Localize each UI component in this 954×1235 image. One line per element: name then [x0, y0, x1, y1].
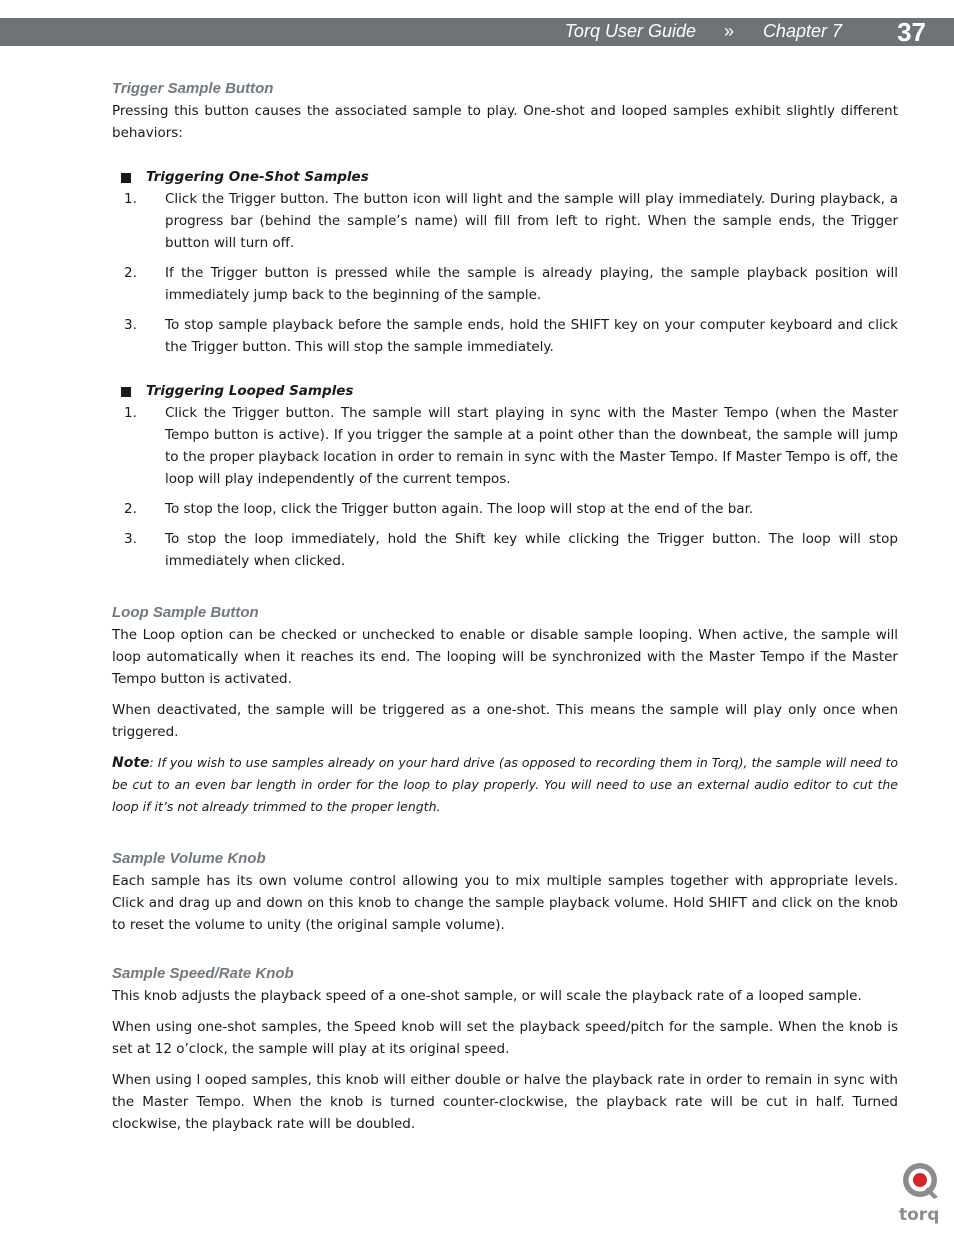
section-title: Sample Speed/Rate Knob: [112, 965, 294, 982]
list-item: [124, 528, 898, 572]
paragraph: When using l ooped samples, this knob will either double or halve the playback rate in order to remain in sync with the Master Tempo. When the knob is turned counter-clockwise, the playback rate will be cut in half. Turned clockwise, the playback rate will be doubled.: [112, 1072, 898, 1132]
subsection-looped: [124, 380, 898, 572]
list-item: [124, 262, 898, 306]
numbered-list: [124, 188, 898, 358]
section-trigger: [112, 78, 898, 572]
item-number: 2.: [124, 501, 137, 517]
note-text: : If you wish to use samples already on your hard drive (as opposed to recording them in Torq), the sample will need to be cut to an even bar length in order for the loop to play properly. You will need to use an external audio editor to cut the loop if it’s not already trimmed to the proper length.: [112, 755, 898, 814]
page-header: [0, 18, 954, 46]
list-item: [124, 498, 898, 520]
item-text: To stop the loop immediately, hold the Shift key while clicking the Trigger button. The loop will stop immediately when clicked.: [165, 531, 898, 569]
item-number: 1.: [124, 405, 137, 421]
list-item: [124, 402, 898, 490]
subsection-title-text: Triggering One-Shot Samples: [146, 169, 369, 185]
guide-title: Torq User Guide: [564, 21, 696, 41]
chapter-label: Chapter 7: [762, 21, 842, 41]
item-text: If the Trigger button is pressed while the sample is already playing, the sample playback position will immediately jump back to the beginning of the sample.: [165, 265, 898, 303]
item-text: To stop the loop, click the Trigger button again. The loop will stop at the end of the bar.: [165, 501, 754, 517]
paragraph: Each sample has its own volume control allowing you to mix multiple samples together with appropriate levels. Click and drag up and down on this knob to change the sample playback volume. Hold SHIFT and click on the knob to reset the volume to unity (the original sample volume).: [112, 873, 898, 933]
paragraph: When using one-shot samples, the Speed knob will set the playback speed/pitch for the sample. When the knob is set at 12 o’clock, the sample will play at its original speed.: [112, 1019, 898, 1057]
section-title: Loop Sample Button: [112, 604, 259, 621]
logo-wordmark: torq: [899, 1205, 940, 1224]
section-speed: [112, 963, 898, 1135]
item-number: 1.: [124, 191, 137, 207]
square-bullet-icon: [121, 387, 131, 397]
torq-logo-icon: [898, 1160, 946, 1224]
subsection-title: [146, 166, 898, 188]
paragraph: This knob adjusts the playback speed of a one-shot sample, or will scale the playback rate of a looped sample.: [112, 988, 862, 1004]
item-text: Click the Trigger button. The sample will start playing in sync with the Master Tempo (when the Master Tempo button is active). If you trigger the sample at a point other than the downbeat, the sample will jump to the proper playback location in order to remain in sync with the Master Tempo. If Master Tempo is off, the loop will play independently of the current tempos.: [165, 405, 898, 487]
subsection-title-text: Triggering Looped Samples: [146, 383, 354, 399]
item-number: 3.: [124, 531, 137, 547]
paragraph: The Loop option can be checked or unchecked to enable or disable sample looping. When active, the sample will loop automatically when it reaches its end. The looping will be synchronized with the Master Tempo if the Master Tempo button is activated.: [112, 627, 898, 687]
item-text: Click the Trigger button. The button icon will light and the sample will play immediately. During playback, a progress bar (behind the sample’s name) will fill from left to right. When the sample ends, the Trigger button will turn off.: [165, 191, 898, 251]
paragraph: When deactivated, the sample will be triggered as a one-shot. This means the sample will play only once when triggered.: [112, 702, 898, 740]
page-content: [112, 78, 898, 1144]
section-title: Sample Volume Knob: [112, 850, 266, 867]
paragraph: Pressing this button causes the associated sample to play. One-shot and looped samples exhibit slightly different behaviors:: [112, 103, 898, 141]
list-item: [124, 188, 898, 254]
item-text: To stop sample playback before the sample ends, hold the SHIFT key on your computer keyboard and click the Trigger button. This will stop the sample immediately.: [165, 317, 898, 355]
numbered-list: [124, 402, 898, 572]
note-label: Note: [112, 755, 150, 771]
subsection-title: [146, 380, 898, 402]
square-bullet-icon: [121, 173, 131, 183]
subsection-oneshot: [124, 166, 898, 358]
item-number: 2.: [124, 265, 137, 281]
item-number: 3.: [124, 317, 137, 333]
header-separator: »: [723, 21, 734, 41]
section-loop: [112, 602, 898, 818]
page-number: 37: [897, 17, 926, 47]
note: [112, 752, 898, 818]
section-volume: [112, 848, 898, 936]
list-item: [124, 314, 898, 358]
section-title: Trigger Sample Button: [112, 80, 274, 97]
